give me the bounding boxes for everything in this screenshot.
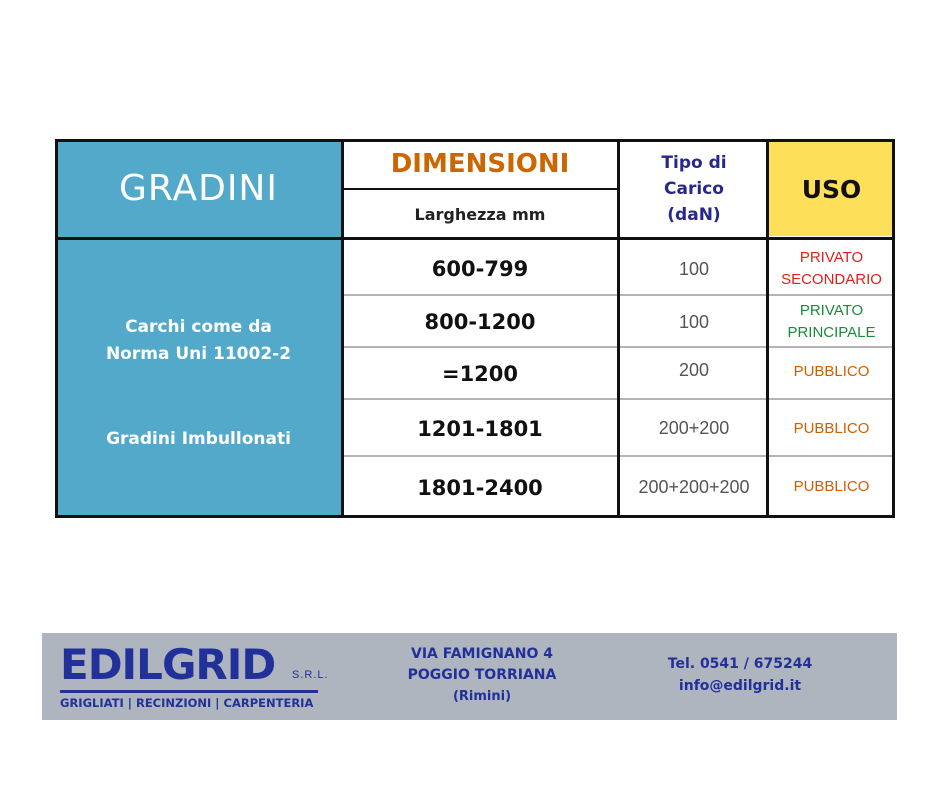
table-border-top xyxy=(55,139,895,142)
row-3-use-line-1: PUBBLICO xyxy=(793,363,870,380)
row-3-use xyxy=(769,348,894,396)
norma-note-line-1: Carchi come da xyxy=(125,317,272,337)
load-header-line-3: (daN) xyxy=(667,204,721,225)
use-header: USO xyxy=(769,142,894,236)
column-divider xyxy=(617,139,620,518)
row-2-use-line-2: PRINCIPALE xyxy=(787,324,876,341)
row-1-dimension: 600-799 xyxy=(431,257,529,281)
notes-column xyxy=(55,238,342,518)
logo-wordmark: EDILGRID xyxy=(60,640,276,689)
row-1-use-line-2: SECONDARIO xyxy=(781,271,882,288)
table-border-left xyxy=(55,139,58,518)
table-border-bottom xyxy=(55,515,895,518)
company-address xyxy=(392,644,572,707)
gradini-header xyxy=(55,139,342,238)
column-divider xyxy=(766,139,769,518)
row-5-use-line-1: PUBBLICO xyxy=(793,478,870,495)
column-divider xyxy=(341,139,344,518)
row-5-dimension: 1801-2400 xyxy=(417,476,543,500)
company-contacts xyxy=(640,653,840,697)
load-header-line-2: Carico xyxy=(664,178,724,199)
gradini-title: GRADINI xyxy=(119,168,278,209)
row-2-load: 100 xyxy=(678,311,710,332)
row-1-use-line-1: PRIVATO xyxy=(799,249,864,266)
email-address[interactable]: info@edilgrid.it xyxy=(678,678,802,694)
address-street: VIA FAMIGNANO 4 xyxy=(411,646,553,662)
load-header-line-1: Tipo di xyxy=(661,152,727,173)
logo-underline xyxy=(60,690,318,693)
address-town: POGGIO TORRIANA xyxy=(407,667,557,683)
row-4-use-line-1: PUBBLICO xyxy=(793,419,870,437)
logo-tagline: GRIGLIATI | RECINZIONI | CARPENTERIA xyxy=(60,696,314,710)
row-5-use xyxy=(769,459,894,515)
company-footer xyxy=(42,633,897,720)
imbullonati-note: Gradini Imbullonati xyxy=(106,429,291,449)
norma-note xyxy=(106,314,291,368)
table-border-right xyxy=(892,139,895,518)
logo-suffix: S.R.L. xyxy=(292,669,329,681)
width-subheader: Larghezza mm xyxy=(414,204,546,224)
row-2-dimension: 800-1200 xyxy=(424,310,536,334)
row-3-load: 200 xyxy=(678,359,710,380)
header-divider xyxy=(55,237,895,240)
dimensions-subheader-divider xyxy=(343,188,617,190)
load-type-header xyxy=(620,139,768,238)
row-4-dimension: 1201-1801 xyxy=(417,416,543,441)
norma-note-line-2: Norma Uni 11002-2 xyxy=(105,344,292,364)
row-3-dimension: =1200 xyxy=(441,362,519,386)
address-province: (Rimini) xyxy=(452,689,512,704)
row-1-use xyxy=(769,241,894,297)
phone-number: Tel. 0541 / 675244 xyxy=(667,656,813,672)
row-2-use-line-1: PRIVATO xyxy=(799,302,864,319)
row-4-load: 200+200 xyxy=(658,418,730,438)
row-4-use xyxy=(769,401,894,456)
row-1-load: 100 xyxy=(678,258,710,279)
dimensions-header: DIMENSIONI xyxy=(390,149,570,179)
row-2-use xyxy=(769,296,894,348)
gradini-table xyxy=(55,139,895,518)
row-5-load: 200+200+200 xyxy=(638,476,750,497)
edilgrid-logo xyxy=(60,640,329,710)
